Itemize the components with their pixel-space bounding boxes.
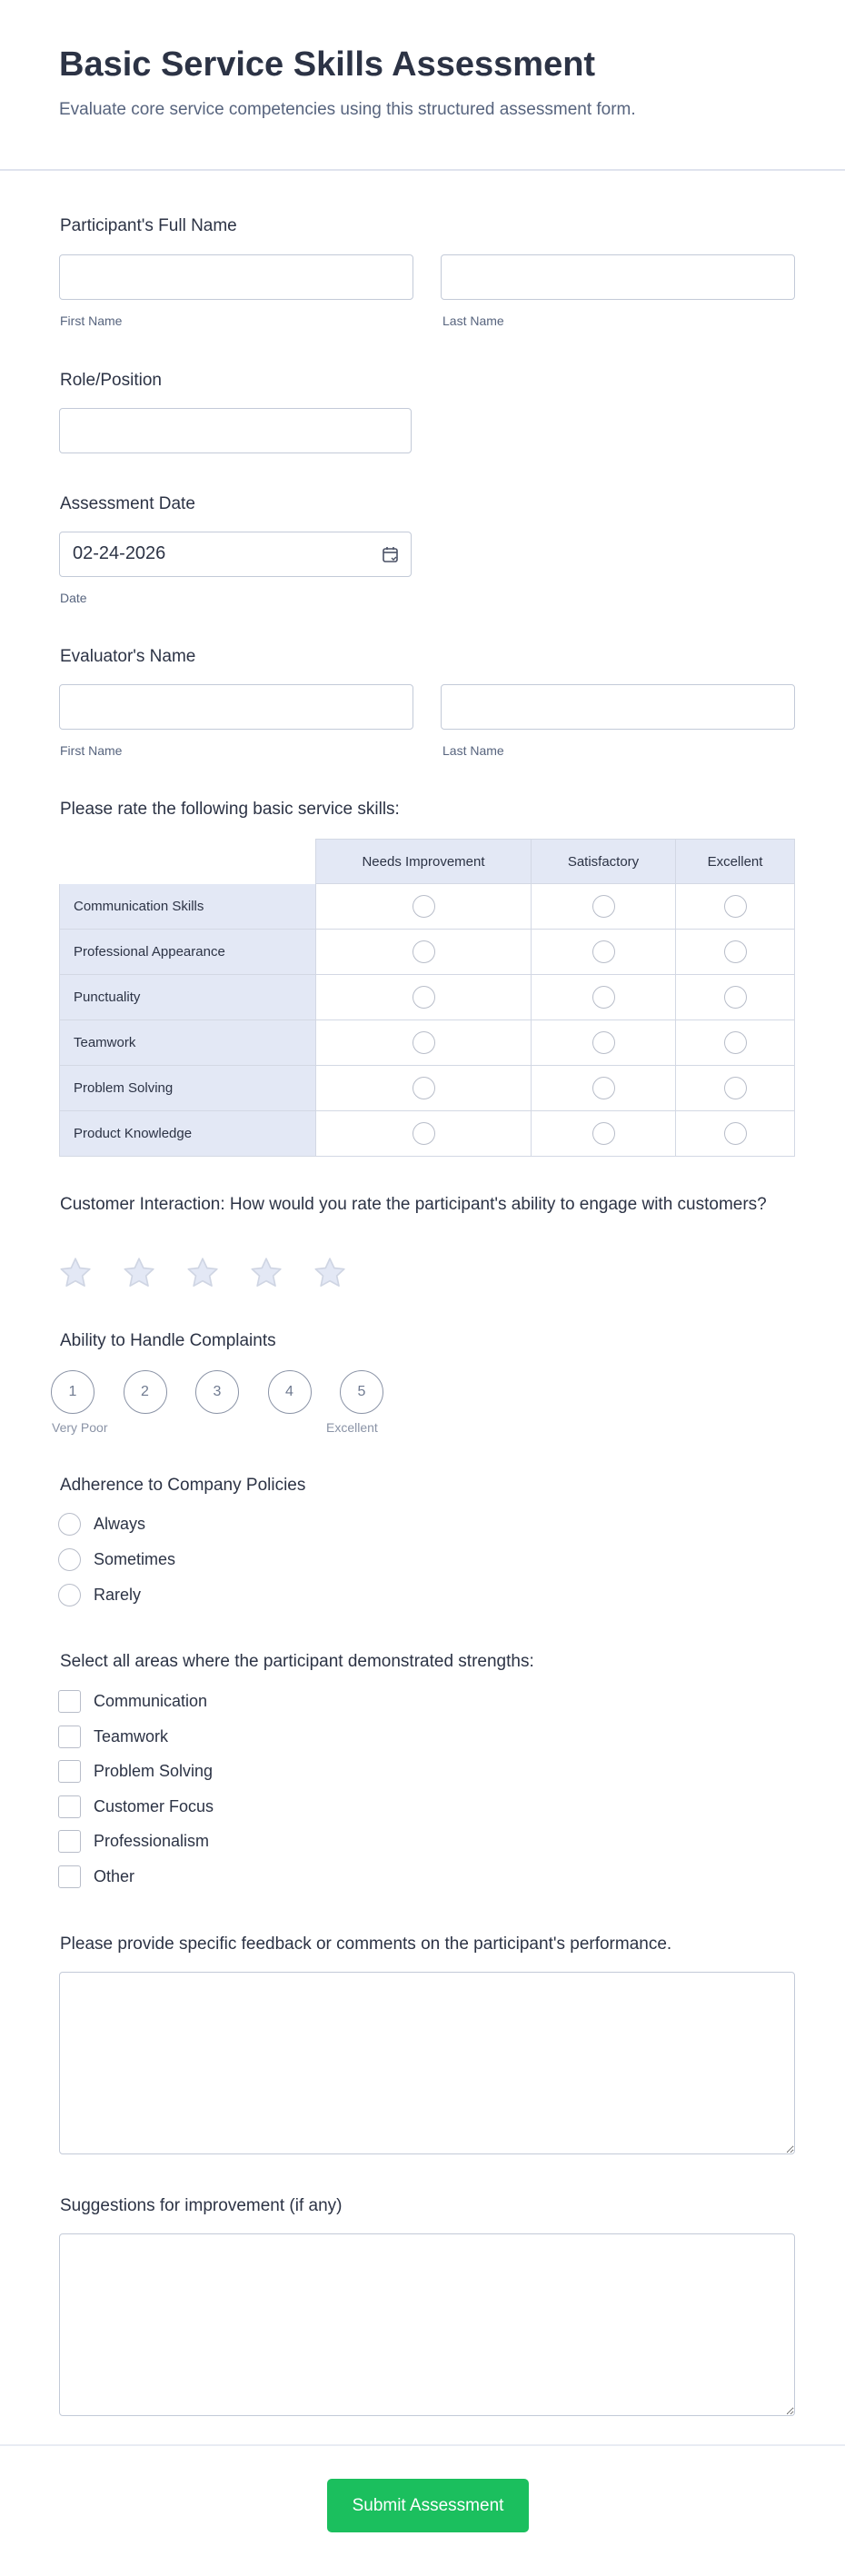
suggestions-label: Suggestions for improvement (if any) bbox=[60, 2196, 343, 2215]
matrix-row bbox=[59, 975, 795, 1020]
matrix-col-header: Needs Improvement bbox=[316, 839, 532, 884]
matrix-cell bbox=[532, 1020, 676, 1066]
matrix-row bbox=[59, 1020, 795, 1066]
adherence-label: Adherence to Company Policies bbox=[60, 1476, 306, 1495]
star-icon[interactable] bbox=[184, 1255, 221, 1291]
option-label: Always bbox=[94, 1515, 146, 1533]
scale-option[interactable]: 3 bbox=[195, 1370, 239, 1414]
scale-option[interactable]: 2 bbox=[124, 1370, 167, 1414]
radio-button[interactable] bbox=[58, 1584, 81, 1606]
matrix-radio[interactable] bbox=[724, 940, 747, 963]
checkbox[interactable] bbox=[58, 1690, 81, 1713]
matrix-label: Please rate the following basic service skills: bbox=[60, 800, 400, 819]
checkbox[interactable] bbox=[58, 1726, 81, 1748]
participant-first-name-sublabel: First Name bbox=[60, 313, 123, 328]
evaluator-name-label: Evaluator's Name bbox=[60, 647, 196, 666]
matrix-radio[interactable] bbox=[724, 1031, 747, 1054]
checkbox[interactable] bbox=[58, 1865, 81, 1888]
strength-option[interactable] bbox=[58, 1830, 209, 1853]
date-sublabel: Date bbox=[60, 591, 87, 605]
star-icon[interactable] bbox=[312, 1255, 348, 1291]
option-label: Other bbox=[94, 1866, 135, 1885]
strengths-label: Select all areas where the participant demonstrated strengths: bbox=[60, 1652, 534, 1671]
checkbox[interactable] bbox=[58, 1760, 81, 1783]
adherence-option[interactable] bbox=[58, 1584, 141, 1606]
scale-max-label: Excellent bbox=[326, 1420, 378, 1435]
matrix-radio[interactable] bbox=[413, 1122, 435, 1145]
matrix-cell bbox=[316, 1066, 532, 1111]
checkbox[interactable] bbox=[58, 1795, 81, 1818]
submit-assessment-button[interactable]: Submit Assessment bbox=[327, 2479, 529, 2532]
strength-option[interactable] bbox=[58, 1865, 134, 1888]
matrix-radio[interactable] bbox=[413, 895, 435, 918]
feedback-label: Please provide specific feedback or comments on the participant's performance. bbox=[60, 1934, 672, 1954]
footer-divider bbox=[0, 2444, 845, 2446]
matrix-radio[interactable] bbox=[592, 1077, 615, 1099]
radio-button[interactable] bbox=[58, 1513, 81, 1536]
matrix-cell bbox=[676, 975, 795, 1020]
matrix-radio[interactable] bbox=[592, 1031, 615, 1054]
scale-option[interactable]: 5 bbox=[340, 1370, 383, 1414]
participant-name-label: Participant's Full Name bbox=[60, 216, 237, 235]
matrix-col-header: Excellent bbox=[676, 839, 795, 884]
matrix-radio[interactable] bbox=[592, 986, 615, 1009]
star-icon[interactable] bbox=[248, 1255, 284, 1291]
matrix-cell bbox=[676, 1066, 795, 1111]
strength-option[interactable] bbox=[58, 1795, 214, 1818]
matrix-radio[interactable] bbox=[724, 986, 747, 1009]
matrix-radio[interactable] bbox=[724, 1122, 747, 1145]
evaluator-first-name-sublabel: First Name bbox=[60, 743, 123, 758]
scale-min-label: Very Poor bbox=[52, 1420, 108, 1435]
matrix-radio[interactable] bbox=[592, 940, 615, 963]
matrix-cell bbox=[316, 884, 532, 930]
matrix-cell bbox=[316, 930, 532, 975]
participant-last-name-sublabel: Last Name bbox=[442, 313, 504, 328]
matrix-row-label: Professional Appearance bbox=[59, 930, 316, 975]
matrix-row bbox=[59, 1111, 795, 1157]
calendar-icon[interactable] bbox=[382, 545, 400, 563]
participant-first-name-input[interactable] bbox=[59, 254, 413, 300]
matrix-cell bbox=[532, 1066, 676, 1111]
customer-interaction-label: Customer Interaction: How would you rate the participant's ability to engage with customers? bbox=[60, 1195, 767, 1214]
option-label: Communication bbox=[94, 1692, 208, 1710]
matrix-row-label: Punctuality bbox=[59, 975, 316, 1020]
role-label: Role/Position bbox=[60, 371, 162, 390]
participant-last-name-input[interactable] bbox=[441, 254, 795, 300]
feedback-textarea[interactable] bbox=[59, 1972, 795, 2154]
matrix-row bbox=[59, 1066, 795, 1111]
matrix-radio[interactable] bbox=[413, 986, 435, 1009]
complaints-label: Ability to Handle Complaints bbox=[60, 1331, 276, 1350]
matrix-cell bbox=[676, 1111, 795, 1157]
matrix-cell bbox=[316, 1111, 532, 1157]
option-label: Rarely bbox=[94, 1586, 142, 1604]
page-title: Basic Service Skills Assessment bbox=[59, 45, 596, 84]
adherence-option[interactable] bbox=[58, 1513, 145, 1536]
option-label: Customer Focus bbox=[94, 1796, 214, 1815]
option-label: Professionalism bbox=[94, 1832, 210, 1850]
option-label: Sometimes bbox=[94, 1550, 176, 1568]
matrix-radio[interactable] bbox=[592, 1122, 615, 1145]
assessment-date-input[interactable] bbox=[59, 532, 412, 577]
option-label: Teamwork bbox=[94, 1726, 169, 1746]
matrix-radio[interactable] bbox=[413, 1077, 435, 1099]
evaluator-last-name-input[interactable] bbox=[441, 684, 795, 730]
star-icon[interactable] bbox=[57, 1255, 94, 1291]
date-value: 02-24-2026 bbox=[73, 543, 166, 563]
strength-option[interactable] bbox=[58, 1726, 168, 1748]
matrix-row-label: Teamwork bbox=[59, 1020, 316, 1066]
matrix-radio[interactable] bbox=[413, 940, 435, 963]
matrix-corner bbox=[59, 839, 316, 884]
matrix-cell bbox=[316, 975, 532, 1020]
assessment-date-label: Assessment Date bbox=[60, 494, 195, 513]
matrix-row bbox=[59, 930, 795, 975]
adherence-option[interactable] bbox=[58, 1548, 175, 1571]
matrix-radio[interactable] bbox=[413, 1031, 435, 1054]
option-label: Problem Solving bbox=[94, 1762, 214, 1780]
matrix-row-label: Product Knowledge bbox=[59, 1111, 316, 1157]
matrix-cell bbox=[316, 1020, 532, 1066]
matrix-cell bbox=[676, 884, 795, 930]
matrix-cell bbox=[532, 884, 676, 930]
scale-option[interactable]: 4 bbox=[268, 1370, 312, 1414]
matrix-row-label: Problem Solving bbox=[59, 1066, 316, 1111]
matrix-col-header: Satisfactory bbox=[532, 839, 676, 884]
matrix-row bbox=[59, 884, 795, 930]
header-divider bbox=[0, 169, 845, 171]
matrix-cell bbox=[532, 975, 676, 1020]
scale-option[interactable]: 1 bbox=[51, 1370, 94, 1414]
matrix-cell bbox=[532, 930, 676, 975]
evaluator-first-name-input[interactable] bbox=[59, 684, 413, 730]
matrix-radio[interactable] bbox=[724, 1077, 747, 1099]
matrix-cell bbox=[532, 1111, 676, 1157]
matrix-cell bbox=[676, 930, 795, 975]
matrix-radio[interactable] bbox=[592, 895, 615, 918]
evaluator-last-name-sublabel: Last Name bbox=[442, 743, 504, 758]
suggestions-textarea[interactable] bbox=[59, 2233, 795, 2416]
radio-button[interactable] bbox=[58, 1548, 81, 1571]
matrix-cell bbox=[676, 1020, 795, 1066]
strength-option[interactable] bbox=[58, 1760, 213, 1783]
checkbox[interactable] bbox=[58, 1830, 81, 1853]
star-icon[interactable] bbox=[121, 1255, 157, 1291]
role-input[interactable] bbox=[59, 408, 412, 453]
page-subtitle: Evaluate core service competencies using this structured assessment form. bbox=[59, 100, 636, 119]
strength-option[interactable] bbox=[58, 1690, 207, 1713]
matrix-radio[interactable] bbox=[724, 895, 747, 918]
matrix-row-label: Communication Skills bbox=[59, 884, 316, 930]
skills-rating-matrix bbox=[59, 839, 795, 1157]
